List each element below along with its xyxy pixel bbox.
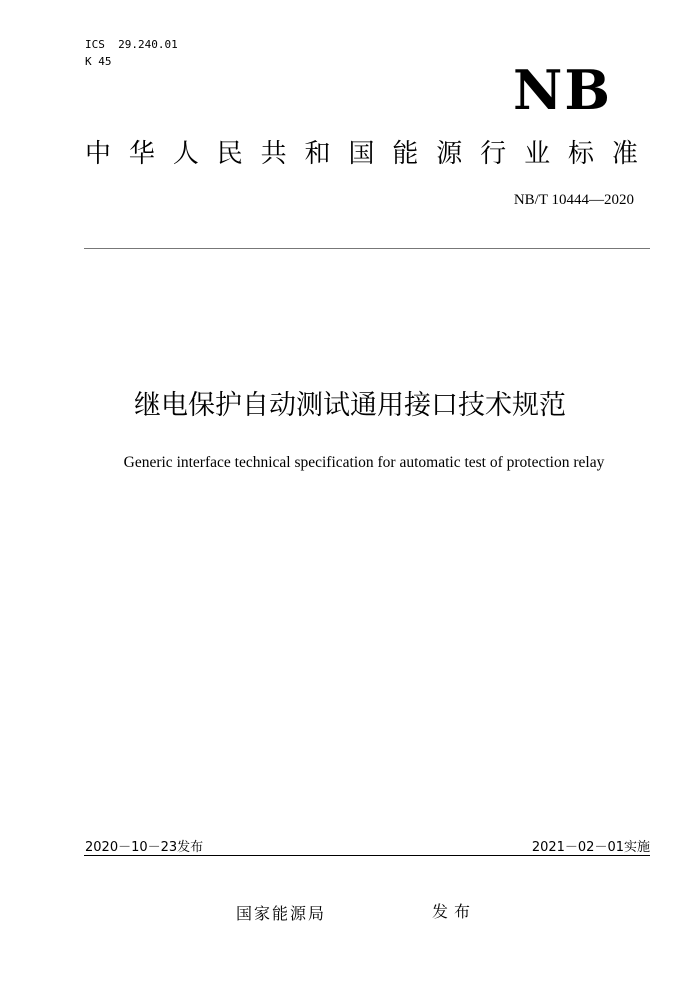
document-title-chinese: 继电保护自动测试通用接口技术规范 [134, 390, 566, 421]
standard-type-char: 国 [348, 139, 375, 169]
standard-type-char: 准 [611, 139, 638, 169]
nb-logo: NB [512, 58, 612, 122]
header-divider [84, 248, 650, 249]
issue-date: 2020－10－23发布 [85, 840, 204, 855]
document-title-english: Generic interface technical specification for automatic test of protection relay [123, 454, 605, 471]
classification-code: K 45 [85, 55, 112, 68]
standard-type-char: 华 [128, 139, 155, 169]
standard-type-char: 共 [260, 139, 287, 169]
standard-type-char: 人 [172, 139, 199, 169]
standard-type-char: 中 [85, 139, 112, 169]
standard-type-char: 民 [216, 139, 243, 169]
standard-number: NB/T 10444—2020 [513, 192, 634, 208]
publish-label: 发布 [432, 902, 477, 921]
standard-type-heading [85, 136, 638, 172]
standard-type-char: 标 [567, 139, 594, 169]
standard-type-char: 能 [392, 139, 419, 169]
standard-type-char: 和 [304, 139, 331, 169]
standard-type-char: 源 [436, 139, 463, 169]
implementation-date: 2021－02－01实施 [531, 840, 650, 855]
standard-type-char: 业 [524, 139, 551, 169]
issuing-authority: 国家能源局 [236, 904, 327, 923]
ics-code: ICS 29.240.01 [85, 38, 178, 51]
footer-divider [84, 855, 650, 856]
standard-type-char: 行 [480, 139, 507, 169]
